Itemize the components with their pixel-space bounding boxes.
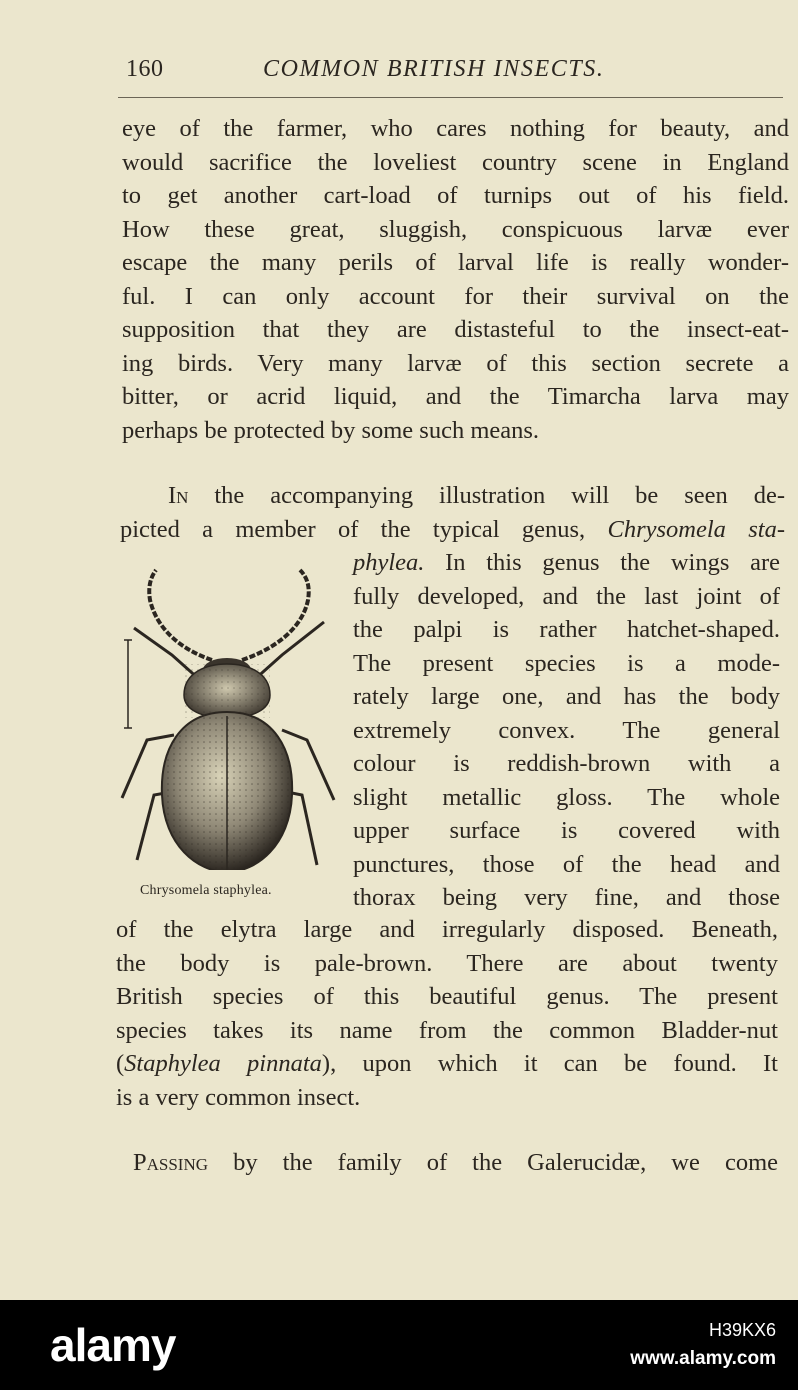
text-line: of the elytra large and irregularly disposed. Beneath, bbox=[116, 916, 778, 943]
beetle-engraving bbox=[112, 560, 342, 870]
text-line: ing birds. Very many larvæ of this section secrete a bbox=[122, 349, 789, 377]
text-line bbox=[116, 1047, 778, 1081]
text-fragment: by the family of the Galerucidæ, we come bbox=[208, 1149, 778, 1176]
paragraph-2-continued bbox=[116, 913, 778, 1114]
text-line bbox=[353, 546, 780, 580]
text-line: species takes its name from the common Bladder-nut bbox=[116, 1016, 778, 1044]
species-name: Staphylea pinnata bbox=[124, 1050, 322, 1077]
genus-name: phylea. bbox=[353, 549, 425, 576]
watermark-bar bbox=[0, 1300, 798, 1390]
text-line: British species of this beautiful genus. The present bbox=[116, 983, 778, 1010]
text-line: colour is reddish-brown with a bbox=[353, 750, 780, 777]
text-line: extremely convex. The general bbox=[353, 716, 780, 744]
text-line bbox=[133, 1146, 778, 1180]
text-line: How these great, sluggish, conspicuous larvæ ever bbox=[122, 215, 789, 243]
text-line: escape the many perils of larval life is really wonder- bbox=[122, 249, 789, 276]
text-line: the palpi is rather hatchet-shaped. bbox=[353, 616, 780, 643]
text-line: upper surface is covered with bbox=[353, 817, 780, 844]
paragraph-2-intro bbox=[120, 479, 785, 546]
text-line: bitter, or acrid liquid, and the Timarcha larva may bbox=[122, 383, 789, 410]
drop-word: Passing bbox=[133, 1149, 209, 1176]
paragraph-3 bbox=[133, 1146, 778, 1180]
page-header bbox=[118, 52, 783, 92]
beetle-illustration bbox=[112, 560, 342, 870]
text-line: slight metallic gloss. The whole bbox=[353, 783, 780, 811]
text-line: fully developed, and the last joint of bbox=[353, 582, 780, 610]
header-rule bbox=[118, 97, 783, 98]
drop-word: In bbox=[168, 482, 189, 509]
text-line: thorax being very fine, and those bbox=[353, 884, 780, 911]
watermark-logo: alamy bbox=[50, 1319, 176, 1371]
watermark-url: www.alamy.com bbox=[630, 1348, 776, 1369]
text-fragment: ( bbox=[116, 1050, 125, 1077]
text-fragment: In this genus the wings are bbox=[424, 549, 780, 576]
text-line: would sacrifice the loveliest country scene in England bbox=[122, 148, 789, 176]
text-fragment: picted a member of the typical genus, bbox=[120, 515, 608, 543]
text-line: rately large one, and has the body bbox=[353, 683, 780, 710]
wrapped-text-column bbox=[353, 546, 780, 915]
text-line: The present species is a mode- bbox=[353, 649, 780, 677]
text-line bbox=[120, 479, 785, 513]
text-line: ful. I can only account for their survival on the bbox=[122, 282, 789, 310]
text-line: the body is pale-brown. There are about twenty bbox=[116, 949, 778, 977]
text-fragment: the accompanying illustration will be seen de- bbox=[188, 482, 785, 509]
page-number: 160 bbox=[126, 56, 164, 82]
running-title: COMMON BRITISH INSECTS. bbox=[263, 56, 605, 82]
genus-name: Chrysomela sta- bbox=[607, 515, 785, 543]
watermark-image-id: H39KX6 bbox=[708, 1320, 776, 1340]
text-line: eye of the farmer, who cares nothing for beauty, and bbox=[122, 115, 789, 142]
text-line: is a very common insect. bbox=[116, 1083, 361, 1111]
text-fragment: ), upon which it can be found. It bbox=[321, 1050, 778, 1077]
text-line: to get another cart-load of turnips out of his field. bbox=[122, 182, 789, 209]
text-line bbox=[120, 513, 785, 547]
paragraph-1 bbox=[122, 112, 789, 447]
text-line: supposition that they are distasteful to the insect-eat- bbox=[122, 316, 789, 343]
figure-caption: Chrysomela staphylea. bbox=[140, 883, 272, 898]
text-line: perhaps be protected by some such means. bbox=[122, 416, 540, 444]
text-line: punctures, those of the head and bbox=[353, 850, 780, 878]
